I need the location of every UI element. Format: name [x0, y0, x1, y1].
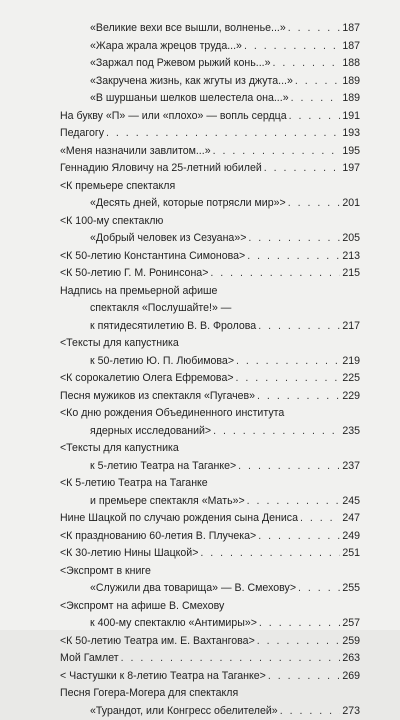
toc-page-number: 269	[342, 668, 360, 686]
toc-entry-title: Надпись на премьерной афише	[60, 283, 217, 301]
toc-entry-title: Нине Шацкой по случаю рождения сына Дениса	[60, 510, 298, 528]
dot-leader	[258, 318, 340, 336]
toc-entry-title: ядерных исследований>	[90, 423, 211, 441]
dot-leader	[247, 248, 340, 266]
toc-entry	[60, 178, 360, 196]
toc-entry-title: <Экспромт на афише В. Смехову	[60, 598, 224, 616]
dot-leader	[247, 493, 341, 511]
dot-leader	[268, 668, 341, 686]
toc-entry-title: «Жара жрала жрецов труда...»	[90, 38, 242, 56]
toc-entry-title: «Турандот, или Конгресс обелителей»	[90, 703, 278, 720]
toc-entry-title: спектакля «Послушайте!» —	[90, 300, 231, 318]
toc-entry	[60, 475, 360, 493]
toc-entry	[60, 230, 360, 248]
toc-page-number: 257	[342, 615, 360, 633]
toc-page-number: 259	[342, 633, 360, 651]
toc-page-number: 225	[342, 370, 360, 388]
toc-entry	[60, 510, 360, 528]
toc-page-number: 215	[342, 265, 360, 283]
toc-page-number: 229	[342, 388, 360, 406]
toc-entry	[60, 650, 360, 668]
toc-page-number: 235	[342, 423, 360, 441]
toc-entry-title: <К празднованию 60-летия В. Плучека>	[60, 528, 256, 546]
toc-page-number: 237	[342, 458, 360, 476]
toc-entry-title: «Служили два товарища» — В. Смехову>	[90, 580, 296, 598]
dot-leader	[236, 353, 340, 371]
toc-entry-title: «Меня назначили завлитом...»	[60, 143, 211, 161]
toc-entry	[60, 388, 360, 406]
toc-entry	[60, 38, 360, 56]
toc-entry-title: «Великие вехи все вышли, волненье...»	[90, 20, 286, 38]
toc-entry-title: Песня мужиков из спектакля «Пугачев»	[60, 388, 255, 406]
toc-entry-title: <Тексты для капустника	[60, 335, 179, 353]
toc-entry	[60, 563, 360, 581]
toc-entry-title: <К 100-му спектаклю	[60, 213, 163, 231]
toc-entry	[60, 440, 360, 458]
toc-entry-title: <К сорокалетию Олега Ефремова>	[60, 370, 234, 388]
toc-entry	[60, 580, 360, 598]
toc-entry	[60, 318, 360, 336]
dot-leader	[257, 633, 341, 651]
dot-leader	[300, 510, 340, 528]
dot-leader	[236, 370, 341, 388]
table-of-contents	[60, 20, 360, 720]
toc-entry-title: Педагогу	[60, 125, 104, 143]
toc-entry	[60, 528, 360, 546]
toc-entry	[60, 73, 360, 91]
toc-entry-title: <К 30-летию Нины Шацкой>	[60, 545, 198, 563]
dot-leader	[200, 545, 340, 563]
dot-leader	[298, 580, 340, 598]
dot-leader	[289, 108, 341, 126]
toc-entry-title: к 5-летию Театра на Таганке>	[90, 458, 236, 476]
toc-entry	[60, 370, 360, 388]
dot-leader	[258, 528, 340, 546]
toc-entry-title: <Тексты для капустника	[60, 440, 179, 458]
toc-entry	[60, 545, 360, 563]
toc-entry	[60, 423, 360, 441]
toc-entry	[60, 405, 360, 423]
toc-entry	[60, 703, 360, 720]
toc-entry-title: «Заржал под Ржевом рыжий конь...»	[90, 55, 270, 73]
toc-entry-title: <К 50-летию Константина Симонова>	[60, 248, 245, 266]
toc-entry	[60, 20, 360, 38]
toc-entry-title: <Ко дню рождения Объединенного института	[60, 405, 284, 423]
dot-leader	[291, 90, 341, 108]
toc-entry	[60, 335, 360, 353]
toc-entry-title: Песня Гогера-Могера для спектакля	[60, 685, 238, 703]
toc-page-number: 247	[342, 510, 360, 528]
toc-page-number: 201	[342, 195, 360, 213]
toc-page-number: 205	[342, 230, 360, 248]
toc-entry	[60, 213, 360, 231]
dot-leader	[121, 650, 341, 668]
dot-leader	[288, 195, 341, 213]
dot-leader	[280, 703, 341, 720]
toc-page-number: 189	[342, 73, 360, 91]
toc-entry-title: к 50-летию Ю. П. Любимова>	[90, 353, 234, 371]
dot-leader	[257, 388, 340, 406]
toc-page-number: 187	[342, 20, 360, 38]
dot-leader	[264, 160, 341, 178]
toc-page-number: 197	[342, 160, 360, 178]
toc-page-number: 273	[342, 703, 360, 720]
toc-entry-title: «Десять дней, которые потрясли мир»>	[90, 195, 286, 213]
dot-leader	[210, 265, 340, 283]
toc-page-number: 195	[342, 143, 360, 161]
toc-page-number: 255	[342, 580, 360, 598]
toc-page-number: 188	[342, 55, 360, 73]
toc-entry-title: к пятидесятилетию В. В. Фролова	[90, 318, 256, 336]
dot-leader	[288, 20, 341, 38]
toc-entry	[60, 160, 360, 178]
toc-page-number: 263	[342, 650, 360, 668]
dot-leader	[213, 423, 340, 441]
toc-entry	[60, 668, 360, 686]
toc-entry-title: <К премьере спектакля	[60, 178, 175, 196]
toc-entry	[60, 125, 360, 143]
toc-entry-title: <К 5-летию Театра на Таганке	[60, 475, 208, 493]
dot-leader	[272, 55, 340, 73]
toc-entry	[60, 685, 360, 703]
toc-entry	[60, 108, 360, 126]
toc-entry	[60, 265, 360, 283]
dot-leader	[248, 230, 340, 248]
toc-page-number: 187	[342, 38, 360, 56]
toc-entry	[60, 300, 360, 318]
toc-entry-title: «Добрый человек из Сезуана»>	[90, 230, 246, 248]
toc-entry-title: Мой Гамлет	[60, 650, 119, 668]
toc-entry-title: «В шуршаньи шелков шелестела она...»	[90, 90, 289, 108]
toc-entry-title: к 400-му спектаклю «Антимиры»>	[90, 615, 257, 633]
toc-page-number: 189	[342, 90, 360, 108]
toc-entry-title: <К 50-летию Г. М. Ронинсона>	[60, 265, 208, 283]
toc-entry	[60, 633, 360, 651]
toc-page-number: 191	[342, 108, 360, 126]
dot-leader	[238, 458, 340, 476]
toc-entry	[60, 353, 360, 371]
toc-entry	[60, 195, 360, 213]
toc-entry-title: На букву «П» — или «плохо» — вопль сердца	[60, 108, 287, 126]
toc-page-number: 219	[342, 353, 360, 371]
toc-page-number: 245	[342, 493, 360, 511]
toc-entry-title: «Закручена жизнь, как жгуты из джута...»	[90, 73, 293, 91]
dot-leader	[106, 125, 340, 143]
dot-leader	[295, 73, 340, 91]
toc-entry-title: и премьере спектакля «Мать»>	[90, 493, 245, 511]
toc-entry	[60, 55, 360, 73]
toc-page-number: 193	[342, 125, 360, 143]
toc-entry	[60, 248, 360, 266]
toc-entry-title: <К 50-летию Театра им. Е. Вахтангова>	[60, 633, 255, 651]
toc-entry-title: <Экспромт в книге	[60, 563, 151, 581]
dot-leader	[213, 143, 341, 161]
toc-page-number: 217	[342, 318, 360, 336]
toc-entry-title: < Частушки к 8-летию Театра на Таганке>	[60, 668, 266, 686]
toc-entry	[60, 458, 360, 476]
dot-leader	[244, 38, 340, 56]
toc-page-number: 213	[342, 248, 360, 266]
toc-page-number: 251	[342, 545, 360, 563]
toc-page-number: 249	[342, 528, 360, 546]
toc-entry	[60, 493, 360, 511]
toc-entry	[60, 283, 360, 301]
toc-entry	[60, 143, 360, 161]
toc-entry	[60, 598, 360, 616]
toc-entry-title: Геннадию Яловичу на 25-летний юбилей	[60, 160, 262, 178]
toc-entry	[60, 90, 360, 108]
